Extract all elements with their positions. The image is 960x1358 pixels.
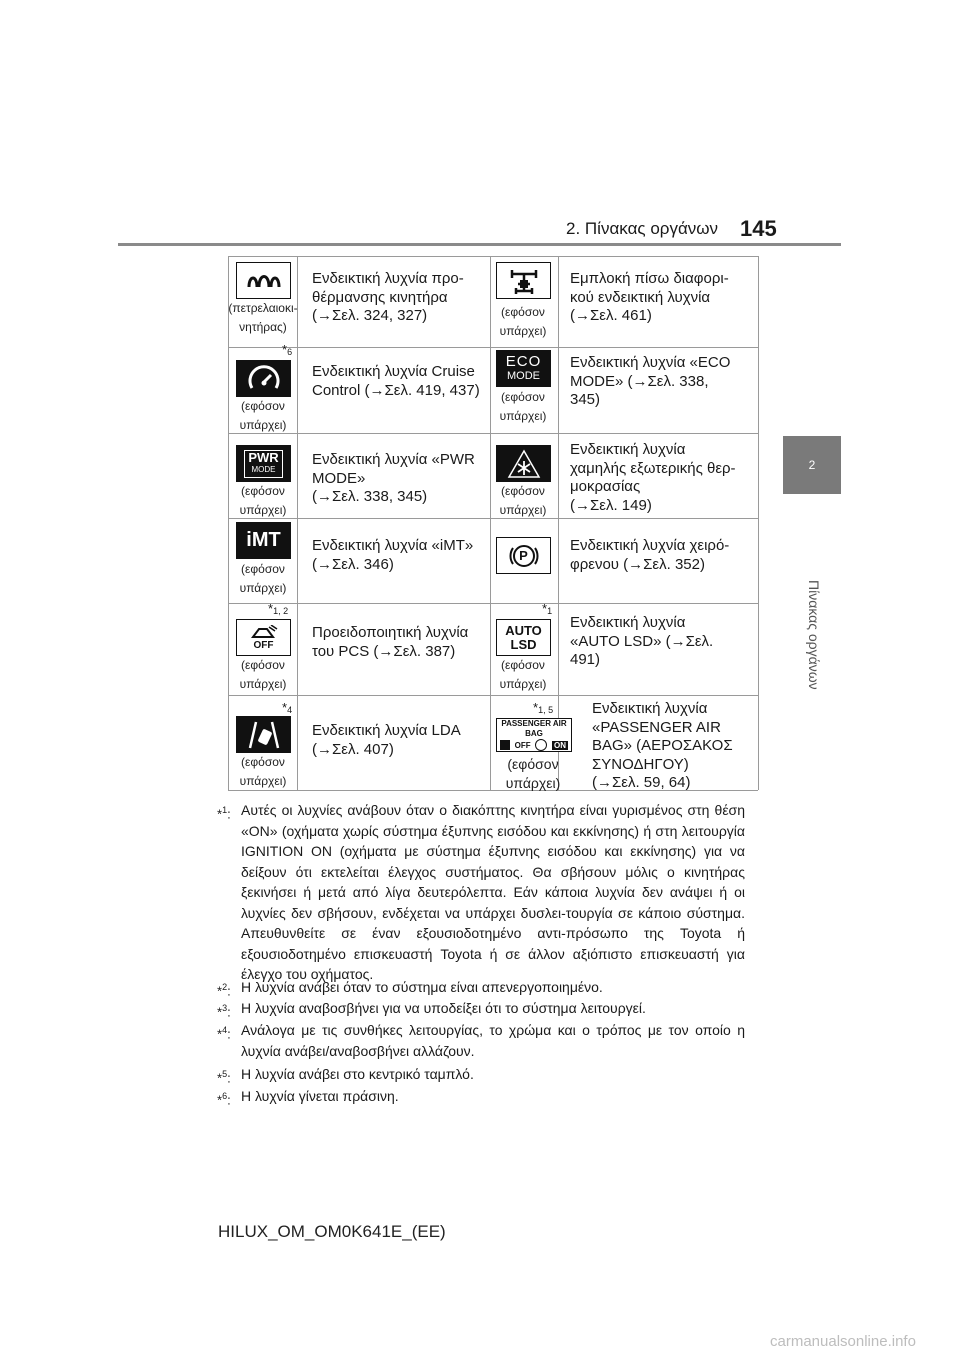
footnote-5: *$^5$: Η λυχνία ανάβει στο κεντρικό ταμπλό.: [217, 1066, 474, 1086]
footnote-2: *$^2$: Η λυχνία ανάβει όταν το σύστημα είναι απενεργοποιημένο.: [217, 979, 603, 999]
page-number: 145: [740, 216, 777, 241]
side-tab: [783, 436, 841, 494]
row6-left-note: *4: [282, 700, 293, 715]
row2-left-caption: (εφόσον υπάρχει): [239, 399, 287, 432]
row2-left-note: *6: [282, 342, 293, 357]
row5-right-text: Ενδεικτική λυχνία «AUTO LSD» (→Σελ. 491): [570, 614, 714, 668]
row6-right-caption: (εφόσον υπάρχει): [505, 756, 561, 791]
row3-right-caption: (εφόσον υπάρχει): [499, 484, 547, 517]
row4-right-text: Ενδεικτική λυχνία χειρό- φρενου (→Σελ. 352): [570, 537, 730, 573]
row1-left-text: Ενδεικτική λυχνία προ- θέρμανσης κινητήρα (→Σελ. 324, 327): [312, 270, 464, 324]
footnote-1: *$^1$: Αυτές οι λυχνίες ανάβουν όταν ο διακόπτης κινητήρα είναι γυρισμένος στη θέση «ON» (οχήματα χωρίς σύστημα έξυπνης εισόδου και εκκίνησης) ή στη λειτουργία IGNITION ON (οχήματα με σύστημα έξυπνης εισόδου και εκκίνησης) για να δείξουν ότι εκτελείται έλεγχος συστήματος. Θα σβήσουν μόλις ο κινητήρας ξεκινήσει ή μετά από λίγα δευτερόλεπτα. Εάν κάποια λυχνία δεν ανάψει ή οι λυχνίες δεν σβήσουν, ενδέχεται να υπάρχει δυσλει-τουργία σε κάποιο σύστημα. Απευθυνθείτε σε έναν εξουσιοδοτημένο αντι-πρόσωπο της Toyota ή εξουσιοδοτημένο επισκευαστή Toyota ή σε άλλον αξιόπιστο επισκευαστή για έλεγχο του οχήματος.: [217, 802, 745, 982]
row1-right-caption: (εφόσον υπάρχει): [499, 305, 547, 338]
row5-right-note: *1: [542, 601, 553, 616]
row5-left-caption: (εφόσον υπάρχει): [239, 658, 287, 691]
row4-left-text: Ενδεικτική λυχνία «iMT» (→Σελ. 346): [312, 537, 474, 573]
row6-left-caption: (εφόσον υπάρχει): [239, 755, 287, 788]
row2-right-caption: (εφόσον υπάρχει): [499, 390, 547, 423]
eco-mode-icon: ECO MODE: [496, 350, 551, 387]
row3-left-text: Ενδεικτική λυχνία «PWR MODE» (→Σελ. 338, 345): [312, 451, 475, 505]
pcs-off-icon: OFF: [236, 619, 291, 656]
parking-brake-icon: P: [496, 537, 551, 574]
row1-left-caption: (πετρελαιοκι- νητήρας): [228, 301, 298, 334]
pwr-mode-icon: PWR MODE: [236, 445, 291, 482]
row3-right-text: Ενδεικτική λυχνία χαμηλής εξωτερικής θερ- μοκρασίας (→Σελ. 149): [570, 441, 736, 514]
row6-right-note: *1, 5: [533, 700, 554, 715]
document-code: HILUX_OM_OM0K641E_(EE): [218, 1222, 446, 1241]
row1-right-text: Εμπλοκή πίσω διαφορι- κού ενδεικτική λυχνία (→Σελ. 461): [570, 270, 729, 324]
low-temperature-icon: [496, 445, 551, 482]
header-rule: [118, 243, 841, 246]
glow-plug-icon: [236, 262, 291, 299]
rear-diff-lock-icon: [496, 262, 551, 299]
row4-left-caption: (εφόσον υπάρχει): [239, 562, 287, 595]
footnote-3: *$^3$: Η λυχνία αναβοσβήνει για να υποδείξει ότι το σύστημα λειτουργεί.: [217, 1000, 646, 1020]
lda-icon: [236, 716, 291, 753]
footnote-6: *$^6$: Η λυχνία γίνεται πράσινη.: [217, 1088, 399, 1108]
passenger-airbag-icon: PASSENGER AIR BAG OFF ON: [496, 718, 572, 752]
row2-left-text: Ενδεικτική λυχνία Cruise Control (→Σελ. 419, 437): [312, 363, 480, 399]
section-title: 2. Πίνακας οργάνων: [566, 219, 719, 238]
watermark: carmanualsonline.info: [770, 1333, 916, 1350]
row2-right-text: Ενδεικτική λυχνία «ECO MODE» (→Σελ. 338, 345): [570, 354, 731, 408]
row6-left-text: Ενδεικτική λυχνία LDA (→Σελ. 407): [312, 722, 461, 758]
row6-right-text: Ενδεικτική λυχνία «PASSENGER AIR BAG» (ΑΕΡΟΣΑΚΟΣ ΣΥΝΟΔΗΓΟΥ) (→Σελ. 59, 64): [592, 700, 733, 791]
cruise-control-icon: [236, 360, 291, 397]
auto-lsd-icon: AUTO LSD: [496, 619, 551, 656]
row3-left-caption: (εφόσον υπάρχει): [239, 484, 287, 517]
imt-icon: iMT: [236, 522, 291, 559]
row5-left-text: Προειδοποιητική λυχνία του PCS (→Σελ. 387): [312, 624, 469, 660]
footnote-4: *$^4$: Ανάλογα με τις συνθήκες λειτουργίας, το χρώμα και ο τρόπος με τον οποίο η λυχνία ανάβει/αναβοσβήνει αλλάζουν.: [217, 1022, 745, 1059]
side-tab-number: 2: [808, 458, 816, 472]
row5-left-note: *1, 2: [268, 601, 289, 616]
side-tab-label: Πίνακας οργάνων: [806, 580, 822, 690]
row5-right-caption: (εφόσον υπάρχει): [499, 658, 547, 691]
